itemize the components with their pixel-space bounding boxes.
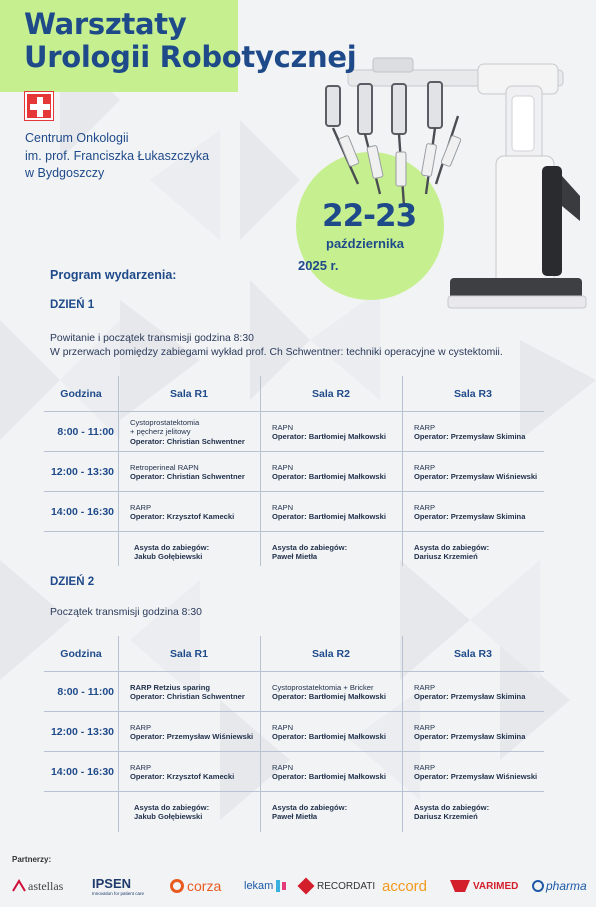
assist-label: Asysta do zabiegów:: [134, 802, 210, 812]
session-cell: [122, 672, 260, 712]
column-header-time: Godzina: [60, 388, 102, 400]
procedure-name-cont: + pęcherz jelitowy: [130, 427, 191, 437]
column-header-time: Godzina: [60, 648, 102, 660]
recordati-text: RECORDATI: [317, 880, 376, 892]
session-cell: [406, 452, 544, 492]
assist-name: Jakub Gołębiewski: [134, 552, 203, 561]
table-header-row: [44, 636, 544, 672]
column-header-r3: Sala R3: [454, 648, 492, 660]
table-row: [44, 752, 544, 792]
procedure-name: Cystoprostatektomia: [130, 417, 200, 427]
operator-name: Operator: Przemysław Skimina: [414, 512, 526, 521]
session-cell: [264, 492, 402, 532]
column-header-r3: Sala R3: [454, 388, 492, 400]
day2-intro-line-1: Początek transmisji godzina 8:30: [50, 607, 202, 618]
assist-name: Dariusz Krzemień: [414, 552, 478, 561]
assist-name: Paweł Mietła: [272, 812, 318, 821]
procedure-name: RARP: [130, 762, 152, 772]
time-slot: 14:00 - 16:30: [50, 506, 114, 518]
operator-name: Operator: Przemysław Wiśniewski: [130, 732, 254, 741]
session-cell: [264, 412, 402, 452]
assist-name: Dariusz Krzemień: [414, 812, 478, 821]
session-cell: [406, 712, 544, 752]
assist-cell: [264, 532, 402, 572]
column-header-r1: Sala R1: [170, 648, 208, 660]
operator-name: Operator: Przemysław Skimina: [414, 432, 526, 441]
lekam-logo: [244, 870, 286, 902]
operator-name: Operator: Bartłomiej Małkowski: [272, 512, 386, 521]
operator-name: Operator: Christian Schwentner: [130, 436, 245, 446]
pharma-logo: [532, 870, 587, 902]
astellas-logo: [12, 870, 63, 902]
session-cell: [406, 412, 544, 452]
session-cell: [264, 752, 402, 792]
varimed-logo: [450, 870, 518, 902]
procedure-name: RARP: [414, 462, 436, 472]
session-cell: [406, 672, 544, 712]
lekam-text: lekam: [244, 880, 274, 892]
procedure-name: RAPN: [272, 762, 294, 772]
time-slot: 14:00 - 16:30: [50, 766, 114, 778]
corza-ring-icon: [170, 879, 184, 893]
session-cell: [122, 712, 260, 752]
recordati-logo: [300, 870, 375, 902]
institution-name: [25, 130, 209, 183]
institution-line-3: w Bydgoszczy: [25, 166, 105, 180]
operator-name: Operator: Bartłomiej Małkowski: [272, 732, 386, 741]
lekam-bar-icon: [282, 882, 286, 890]
time-slot: 8:00 - 11:00: [57, 686, 114, 698]
surgical-robot-image: [318, 56, 588, 318]
procedure-name: RAPN: [272, 422, 294, 432]
procedure-name: Cystoprostatektomia + Bricker: [272, 682, 374, 692]
table-row: [44, 672, 544, 712]
session-cell: [264, 712, 402, 752]
assist-row: [44, 792, 544, 832]
assist-name: Paweł Mietła: [272, 552, 318, 561]
table-header-row: [44, 376, 544, 412]
table-row: [44, 492, 544, 532]
assist-label: Asysta do zabiegów:: [272, 542, 348, 552]
operator-name: Operator: Bartłomiej Małkowski: [272, 772, 386, 781]
procedure-name: RAPN: [272, 462, 294, 472]
event-month: października: [326, 236, 405, 251]
procedure-name: RARP Retzius sparing: [130, 682, 211, 692]
time-slot: 8:00 - 11:00: [57, 426, 114, 438]
assist-cell: [406, 792, 544, 832]
procedure-name: RAPN: [272, 722, 294, 732]
partners-label: Partnerzy:: [12, 855, 52, 864]
operator-name: Operator: Bartłomiej Małkowski: [272, 432, 386, 441]
day1-title: DZIEŃ 1: [50, 299, 95, 311]
pharma-text: pharma: [546, 879, 587, 893]
session-cell: [122, 492, 260, 532]
procedure-name: RARP: [414, 502, 436, 512]
procedure-name: RARP: [414, 422, 436, 432]
event-dates: 22-23: [322, 198, 417, 234]
operator-name: Operator: Christian Schwentner: [130, 472, 245, 481]
day1-intro-line-2: W przerwach pomiędzy zabiegami wykład prof. Ch Schwentner: techniki operacyjne w cystektomii.: [50, 347, 503, 358]
astellas-text: astellas: [28, 878, 64, 893]
table-row: [44, 452, 544, 492]
assist-cell: [126, 792, 260, 832]
procedure-name: Retroperineal RAPN: [130, 462, 199, 472]
operator-name: Operator: Bartłomiej Małkowski: [272, 692, 386, 701]
table-row: [44, 712, 544, 752]
column-header-r1: Sala R1: [170, 388, 208, 400]
procedure-name: RARP: [130, 722, 152, 732]
accord-logo: [382, 870, 427, 902]
page-title: [24, 8, 356, 74]
day1-intro-line-1: Powitanie i początek transmisji godzina 8:30: [50, 333, 254, 344]
operator-name: Operator: Przemysław Wiśniewski: [414, 472, 538, 481]
assist-cell: [126, 532, 260, 572]
assist-label: Asysta do zabiegów:: [272, 802, 348, 812]
partners-logos: [10, 870, 590, 902]
assist-label: Asysta do zabiegów:: [134, 542, 210, 552]
operator-name: Operator: Przemysław Skimina: [414, 732, 526, 741]
ipsen-text: IPSEN: [92, 876, 132, 891]
ipsen-logo: [92, 870, 144, 902]
table-row: [44, 412, 544, 452]
procedure-name: RARP: [130, 502, 152, 512]
session-cell: [264, 452, 402, 492]
astellas-swoosh-icon: [12, 879, 26, 893]
varimed-text: VARIMED: [473, 880, 519, 892]
column-header-r2: Sala R2: [312, 388, 350, 400]
operator-name: Operator: Przemysław Skimina: [414, 692, 526, 701]
varimed-v-icon: [450, 880, 470, 892]
event-year: 2025 r.: [298, 258, 339, 273]
session-cell: [264, 672, 402, 712]
operator-name: Operator: Przemysław Wiśniewski: [414, 772, 538, 781]
assist-name: Jakub Gołębiewski: [134, 812, 203, 821]
time-slot: 12:00 - 13:30: [50, 726, 114, 738]
title-line-1: Warsztaty: [24, 7, 187, 41]
corza-logo: [170, 870, 221, 902]
procedure-name: RAPN: [272, 502, 294, 512]
recordati-diamond-icon: [298, 878, 315, 895]
lekam-bar-icon: [276, 880, 280, 892]
institution-line-2: im. prof. Franciszka Łukaszczyka: [25, 148, 210, 163]
operator-name: Operator: Krzysztof Kamecki: [130, 512, 235, 521]
session-cell: [406, 752, 544, 792]
operator-name: Operator: Krzysztof Kamecki: [130, 772, 235, 781]
day2-intro: [50, 606, 202, 620]
operator-name: Operator: Christian Schwentner: [130, 692, 245, 701]
time-slot: 12:00 - 13:30: [50, 466, 114, 478]
procedure-name: RARP: [414, 682, 436, 692]
session-cell: [122, 412, 260, 452]
day1-schedule-table: [44, 376, 544, 572]
session-cell: [122, 452, 260, 492]
program-title: Program wydarzenia:: [50, 268, 177, 282]
day2-title: DZIEŃ 2: [50, 576, 95, 588]
day1-intro: [50, 332, 503, 360]
column-header-r2: Sala R2: [312, 648, 350, 660]
operator-name: Operator: Bartłomiej Małkowski: [272, 472, 386, 481]
institution-line-1: Centrum Onkologii: [25, 131, 129, 145]
red-cross-logo-icon: [25, 92, 53, 120]
assist-cell: [264, 792, 402, 832]
assist-label: Asysta do zabiegów:: [414, 802, 490, 812]
day2-schedule-table: [44, 636, 544, 832]
procedure-name: RARP: [414, 762, 436, 772]
assist-cell: [406, 532, 544, 572]
title-line-2: Urologii Robotycznej: [24, 40, 357, 74]
ipsen-tagline: Innovation for patient care: [92, 891, 145, 896]
session-cell: [122, 752, 260, 792]
procedure-name: RARP: [414, 722, 436, 732]
session-cell: [406, 492, 544, 532]
pharma-plus-icon: [532, 880, 544, 892]
corza-text: corza: [187, 878, 222, 894]
accord-text: accord: [382, 877, 428, 895]
assist-row: [44, 532, 544, 572]
assist-label: Asysta do zabiegów:: [414, 542, 490, 552]
